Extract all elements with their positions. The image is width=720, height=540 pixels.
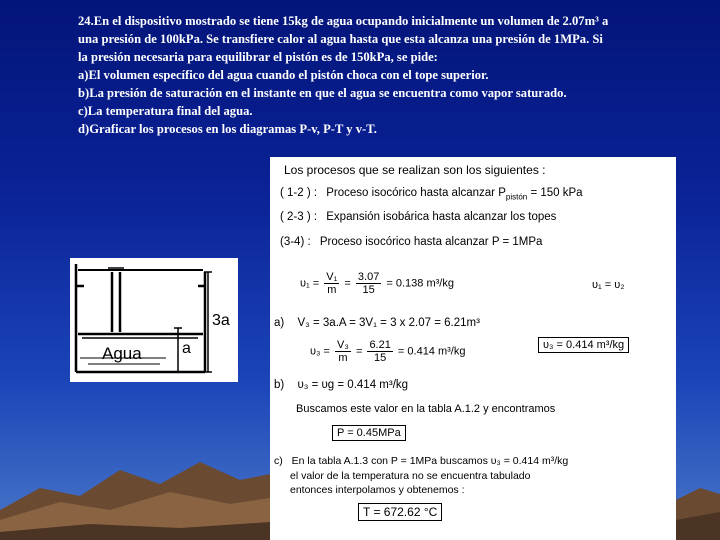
process-3-4-tag: (3-4) : [280,236,311,248]
process-1-2 [280,187,583,201]
process-1-2-value: = 150 kPa [527,187,583,199]
height-label-3a: 3a [212,312,230,329]
v3-equation: υ₃ = $\frac{\text{V₃}}{m}$ = $\frac{6.21}{15}$ = 0.414 m³/kg [310,339,466,364]
solution-heading: Los procesos que se realizan son los siguientes : [284,163,546,177]
process-2-3-text: Expansión isobárica hasta alcanzar los topes [326,211,557,223]
solution-panel [270,157,676,540]
v3-result-box: υ₃ = 0.414 m³/kg [538,339,629,351]
process-2-3 [280,211,556,223]
problem-line: b)La presión de saturación en el instante en que el agua se encuentra como vapor saturado. [78,86,567,100]
part-c-line-2: el valor de la temperatura no se encuentra tabulado [290,470,531,482]
v1-fraction: $\frac{\text{V₁}}{m}$ [326,271,338,296]
process-3-4-text: Proceso isocórico hasta alcanzar P = 1MPa [319,236,543,248]
height-label-a: a [182,340,191,357]
part-b-search: Buscamos este valor en la tabla A.1.2 y encontramos [296,403,556,415]
problem-line: la presión necesaria para equilibrar el pistón es de 150kPa, se pide: [78,50,438,64]
part-b-volume: b) υ₃ = υg = 0.414 m³/kg [274,379,409,391]
process-1-2-tag: ( 1-2 ) : [280,187,318,199]
part-a-volume: a) V₃ = 3a.A = 3V₁ = 3 x 2.07 = 6.21m³ [274,317,480,329]
problem-line: d)Graficar los procesos en los diagramas P-v, P-T y v-T. [78,122,377,136]
part-b-tag: b) [274,379,285,391]
v3-numeric-fraction: $\frac{6.21}{15}$ [369,339,391,364]
problem-line: c)La temperatura final del agua. [78,104,253,118]
v3-fraction: $\frac{\text{V₃}}{m}$ [337,339,349,364]
part-c-line-1: c) En la tabla A.1.3 con P = 1MPa buscamos υ₃ = 0.414 m³/kg [274,455,569,467]
part-c-tag: c) [274,455,283,467]
problem-line: a)El volumen específico del agua cuando el pistón choca con el tope superior. [78,68,489,82]
part-a-tag: a) [274,317,285,329]
problem-line: una presión de 100kPa. Se transfiere calor al agua hasta que esta alcanza una presión de 1MPa. Si [78,32,603,46]
water-label: Agua [102,344,142,363]
part-b-result-box: P = 0.45MPa [332,427,406,439]
part-c-result-box: T = 672.62 °C [358,505,442,519]
problem-line: 24.En el dispositivo mostrado se tiene 15kg de agua ocupando inicialmente un volumen de 2.07m³ a [78,14,609,28]
problem-statement [78,12,698,138]
v1-numeric-fraction: $\frac{3.07}{15}$ [357,271,380,296]
process-3-4 [280,236,542,248]
process-2-3-tag: ( 2-3 ) : [280,211,318,223]
piston-cylinder-diagram [70,258,238,382]
v1-equals-v2: υ₁ = υ₂ [592,279,625,291]
part-c-line-3: entonces interpolamos y obtenemos : [290,484,465,496]
process-1-2-subscript: pistón [505,192,528,202]
v1-equation: υ₁ = $\frac{\text{V₁}}{m}$ = $\frac{3.07}{15}$ = 0.138 m³/kg [300,271,454,296]
process-1-2-text: Proceso isocórico hasta alcanzar P [326,187,506,199]
